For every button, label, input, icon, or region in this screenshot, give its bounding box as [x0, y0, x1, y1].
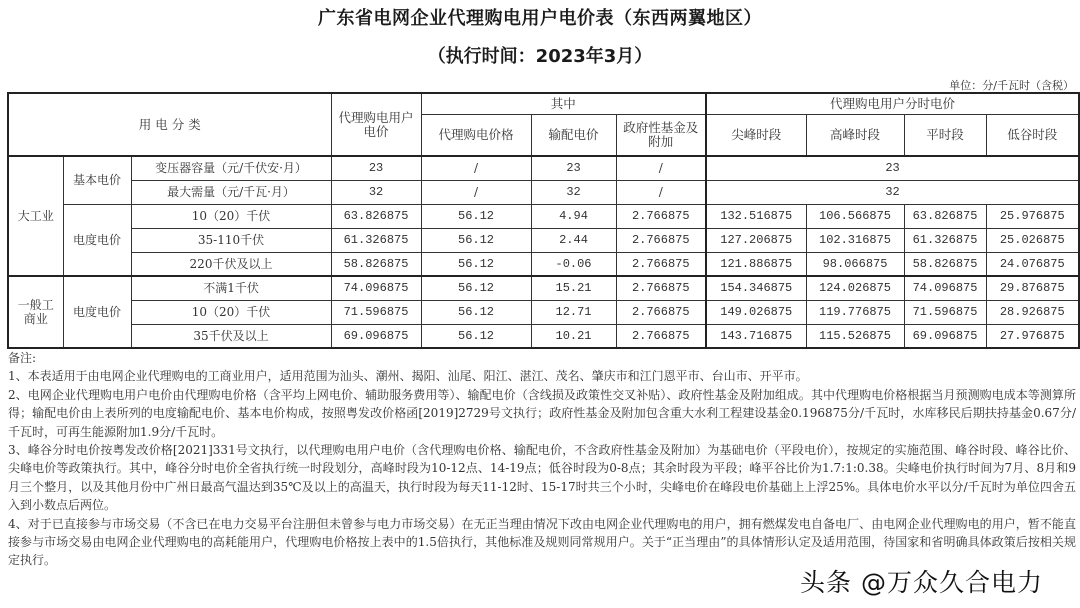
- header-flat: 平时段: [904, 114, 986, 156]
- row-label: 不满1千伏: [131, 276, 331, 300]
- notes-section: [8, 349, 1076, 570]
- cell-valley: 25.026875: [986, 228, 1079, 252]
- header-sharp-peak: 尖峰时段: [706, 114, 806, 156]
- table-row: [8, 228, 1079, 252]
- cell-tou-merged: 23: [706, 156, 1079, 180]
- cell-gov-fund: 2.766875: [616, 228, 706, 252]
- cell-proxy-price: 56.12: [421, 276, 531, 300]
- cell-peak: 102.316875: [806, 228, 904, 252]
- cell-sharp-peak: 154.346875: [706, 276, 806, 300]
- cell-user-price: 61.326875: [331, 228, 421, 252]
- cell-sharp-peak: 143.716875: [706, 324, 806, 348]
- cell-transmission: 2.44: [531, 228, 616, 252]
- header-valley: 低谷时段: [986, 114, 1079, 156]
- watermark: 头条 @万众久合电力: [800, 568, 1043, 597]
- cell-gov-fund: /: [616, 180, 706, 204]
- cell-user-price: 71.596875: [331, 300, 421, 324]
- cell-sharp-peak: 121.886875: [706, 252, 806, 276]
- cell-flat: 71.596875: [904, 300, 986, 324]
- table-row: [8, 276, 1079, 300]
- header-category: 用 电 分 类: [8, 93, 331, 156]
- table-row: [8, 180, 1079, 204]
- cell-user-price: 63.826875: [331, 204, 421, 228]
- header-gov-fund: 政府性基金及附加: [616, 114, 706, 156]
- cell-proxy-price: 56.12: [421, 204, 531, 228]
- header-peak: 高峰时段: [806, 114, 904, 156]
- cell-flat: 69.096875: [904, 324, 986, 348]
- table-row: [8, 324, 1079, 348]
- cell-proxy-price: /: [421, 156, 531, 180]
- cell-valley: 24.076875: [986, 252, 1079, 276]
- row-label: 220千伏及以上: [131, 252, 331, 276]
- page-subtitle: （执行时间：2023年3月）: [427, 46, 653, 67]
- row-label: 最大需量（元/千瓦·月）: [131, 180, 331, 204]
- cell-peak: 119.776875: [806, 300, 904, 324]
- row-label: 10（20）千伏: [131, 300, 331, 324]
- header-transmission: 输配电价: [531, 114, 616, 156]
- cell-flat: 74.096875: [904, 276, 986, 300]
- cell-proxy-price: 56.12: [421, 300, 531, 324]
- cell-peak: 124.026875: [806, 276, 904, 300]
- cell-user-price: 69.096875: [331, 324, 421, 348]
- cell-gov-fund: /: [616, 156, 706, 180]
- cell-gov-fund: 2.766875: [616, 204, 706, 228]
- table-row: [8, 156, 1079, 180]
- cell-peak: 106.566875: [806, 204, 904, 228]
- cell-flat: 63.826875: [904, 204, 986, 228]
- cell-proxy-price: 56.12: [421, 324, 531, 348]
- row-label: 变压器容量（元/千伏安·月）: [131, 156, 331, 180]
- cell-transmission: 10.21: [531, 324, 616, 348]
- cell-user-price: 23: [331, 156, 421, 180]
- cell-valley: 27.976875: [986, 324, 1079, 348]
- cell-flat: 58.826875: [904, 252, 986, 276]
- cell-valley: 25.976875: [986, 204, 1079, 228]
- note-item-2: 2、电网企业代理购电用户电价由代理购电价格（含平均上网电价、辅助服务费用等）、输配电价（含线损及政策性交叉补贴）、政府性基金及附加组成。其中代理购电价格根据当月预测购电成本等测算所得；输配电价由上表所列的电度输配电价、基本电价构成，按照粤发改价格函[2019]2729号文执行；政府性基金及附加包含重大水利工程建设基金0.196875分/千瓦时，水库移民后期扶持基金0.67分/千瓦时，可再生能源附加1.9分/千瓦时。: [8, 387, 1076, 439]
- cell-sharp-peak: 127.206875: [706, 228, 806, 252]
- table-row: [8, 300, 1079, 324]
- cell-sharp-peak: 149.026875: [706, 300, 806, 324]
- group-general-commercial: 一般工商业: [8, 276, 63, 348]
- cell-proxy-price: 56.12: [421, 252, 531, 276]
- subgroup-basic-price: 基本电价: [63, 156, 131, 204]
- cell-valley: 29.876875: [986, 276, 1079, 300]
- header-of-which: 其中: [421, 93, 706, 114]
- row-label: 35-110千伏: [131, 228, 331, 252]
- table-row: [8, 252, 1079, 276]
- note-item-3: 3、峰谷分时电价按粤发改价格[2021]331号文执行，以代理购电用户电价（含代理购电价格、输配电价，不含政府性基金及附加）为基础电价（平段电价），按规定的实施范围、峰谷时段、峰谷比价、尖峰电价等政策执行。其中，峰谷分时电价全省执行统一时段划分，高峰时段为10-12点、14-19点；低谷时段为0-8点；其余时段为平段；峰平谷比价为1.7:1:0.38。尖峰电价执行时间为7月、8月和9月三个整月，以及其他月份中广州日最高气温达到35℃及以上的高温天，执行时段为每天11-12时、15-17时共三个小时，尖峰电价在峰段电价基础上上浮25%。具体电价水平以分/千瓦时为单位四舍五入到小数点后两位。: [8, 443, 1076, 513]
- cell-user-price: 58.826875: [331, 252, 421, 276]
- cell-transmission: 12.71: [531, 300, 616, 324]
- cell-user-price: 74.096875: [331, 276, 421, 300]
- group-large-industry: 大工业: [8, 156, 63, 276]
- page-title: 广东省电网企业代理购电用户电价表（东西两翼地区）: [318, 8, 762, 29]
- table-row: [8, 204, 1079, 228]
- header-row-1: [8, 93, 1079, 114]
- header-proxy-price: 代理购电价格: [421, 114, 531, 156]
- cell-sharp-peak: 132.516875: [706, 204, 806, 228]
- notes-heading: 备注:: [8, 351, 37, 365]
- cell-gov-fund: 2.766875: [616, 252, 706, 276]
- cell-gov-fund: 2.766875: [616, 300, 706, 324]
- cell-peak: 98.066875: [806, 252, 904, 276]
- cell-transmission: 32: [531, 180, 616, 204]
- row-label: 10（20）千伏: [131, 204, 331, 228]
- header-user-price: 代理购电用户电价: [331, 93, 421, 156]
- price-table: [7, 92, 1080, 349]
- cell-proxy-price: 56.12: [421, 228, 531, 252]
- cell-transmission: -0.06: [531, 252, 616, 276]
- cell-gov-fund: 2.766875: [616, 276, 706, 300]
- cell-transmission: 23: [531, 156, 616, 180]
- cell-transmission: 4.94: [531, 204, 616, 228]
- cell-gov-fund: 2.766875: [616, 324, 706, 348]
- cell-proxy-price: /: [421, 180, 531, 204]
- cell-transmission: 15.21: [531, 276, 616, 300]
- row-label: 35千伏及以上: [131, 324, 331, 348]
- cell-peak: 115.526875: [806, 324, 904, 348]
- cell-user-price: 32: [331, 180, 421, 204]
- note-item-4: 4、对于已直接参与市场交易（不含已在电力交易平台注册但未曾参与电力市场交易）在无正当理由情况下改由电网企业代理购电的用户，拥有燃煤发电自备电厂、由电网企业代理购电的用户，暂不能直接参与市场交易由电网企业代理购电的高耗能用户，代理购电价格按上表中的1.5倍执行，其他标准及规则同常规用户。关于“正当理由”的具体情形认定及适用范围，待国家和省明确具体政策后按相关规定执行。: [8, 516, 1076, 568]
- subgroup-energy-price: 电度电价: [63, 204, 131, 276]
- cell-valley: 28.926875: [986, 300, 1079, 324]
- cell-flat: 61.326875: [904, 228, 986, 252]
- cell-tou-merged: 32: [706, 180, 1079, 204]
- unit-label: 单位：分/千瓦时（含税）: [949, 79, 1074, 92]
- header-tou-group: 代理购电用户分时电价: [706, 93, 1079, 114]
- note-item-1: 1、本表适用于由电网企业代理购电的工商业用户，适用范围为汕头、潮州、揭阳、汕尾、阳江、湛江、茂名、肇庆市和江门恩平市、台山市、开平市。: [8, 369, 808, 384]
- subgroup-energy-price: 电度电价: [63, 276, 131, 348]
